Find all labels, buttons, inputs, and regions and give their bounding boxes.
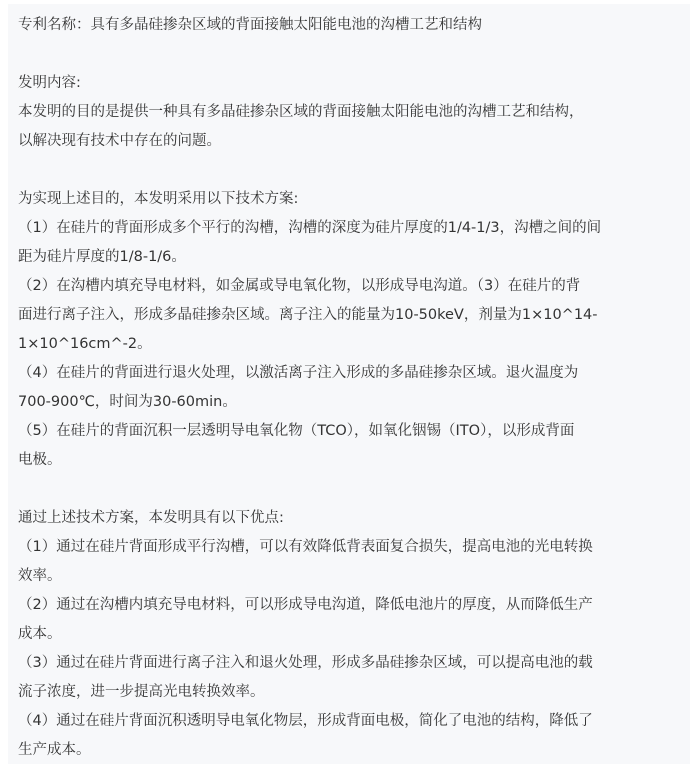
- advantages-line: （2）通过在沟槽内填充导电材料，可以形成导电沟道，降低电池片的厚度，从而降低生产: [18, 597, 593, 613]
- advantages-line: 流子浓度，进一步提高光电转换效率。: [18, 684, 265, 700]
- invention-line: 以解决现有技术中存在的问题。: [18, 133, 221, 149]
- solution-line: （5）在硅片的背面沉积一层透明导电氧化物（TCO），如氧化铟锡（ITO），以形成背面: [18, 423, 575, 439]
- advantages-line: （4）通过在硅片背面沉积透明导电氧化物层，形成背面电极，简化了电池的结构，降低了: [18, 713, 593, 729]
- solution-line: 距为硅片厚度的1/8-1/6。: [18, 249, 186, 265]
- solution-line: （1）在硅片的背面形成多个平行的沟槽，沟槽的深度为硅片厚度的1/4-1/3，沟槽之间的间: [18, 220, 602, 236]
- advantages-line: 效率。: [18, 568, 62, 584]
- solution-heading: 为实现上述目的，本发明采用以下技术方案:: [18, 191, 299, 207]
- advantages-heading: 通过上述技术方案，本发明具有以下优点:: [18, 510, 284, 526]
- solution-line: （4）在硅片的背面进行退火处理，以激活离子注入形成的多晶硅掺杂区域。退火温度为: [18, 365, 579, 381]
- solution-line: 面进行离子注入，形成多晶硅掺杂区域。离子注入的能量为10-50keV，剂量为1×10^14-: [18, 307, 598, 323]
- advantages-line: 生产成本。: [18, 742, 91, 758]
- patent-title: 专利名称：具有多晶硅掺杂区域的背面接触太阳能电池的沟槽工艺和结构: [18, 17, 482, 33]
- solution-line: 1×10^16cm^-2。: [18, 336, 152, 352]
- advantages-section: [18, 504, 680, 765]
- solution-section: [18, 185, 680, 475]
- patent-text-panel: [8, 4, 690, 764]
- solution-line: 电极。: [18, 452, 62, 468]
- solution-line: （2）在沟槽内填充导电材料，如金属或导电氧化物，以形成导电沟道。（3）在硅片的背: [18, 278, 581, 294]
- invention-heading: 发明内容:: [18, 75, 81, 91]
- advantages-line: （3）通过在硅片背面进行离子注入和退火处理，形成多晶硅掺杂区域，可以提高电池的载: [18, 655, 593, 671]
- advantages-line: （1）通过在硅片背面形成平行沟槽，可以有效降低背表面复合损失，提高电池的光电转换: [18, 539, 593, 555]
- advantages-line: 成本。: [18, 626, 62, 642]
- invention-section: [18, 69, 680, 156]
- invention-line: 本发明的目的是提供一种具有多晶硅掺杂区域的背面接触太阳能电池的沟槽工艺和结构，: [18, 104, 584, 120]
- solution-line: 700-900℃，时间为30-60min。: [18, 394, 237, 410]
